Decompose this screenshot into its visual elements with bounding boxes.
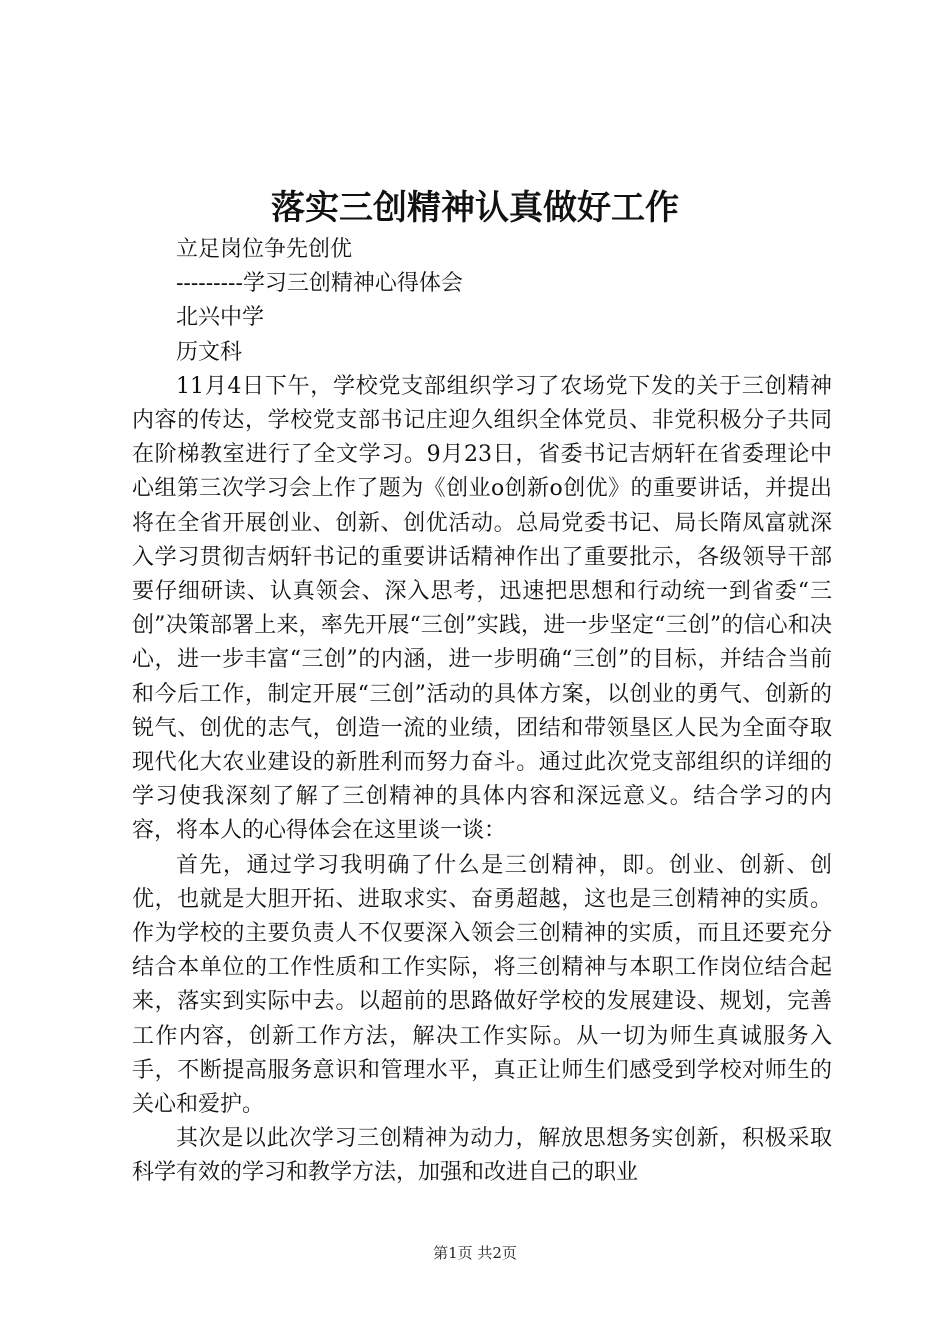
document-title: 落实三创精神认真做好工作	[271, 188, 679, 228]
body-paragraph: 其次是以此次学习三创精神为动力，解放思想务实创新，积极采取科学有效的学习和教学方法，加强和改进自己的职业	[132, 1126, 832, 1186]
school-name-line: 北兴中学	[176, 305, 265, 331]
author-name-line: 历文科	[176, 339, 243, 365]
body-paragraph: 首先，通过学习我明确了什么是三创精神，即。创业、创新、创优，也就是大胆开拓、进取求实、奋勇超越，这也是三创精神的实质。作为学校的主要负责人不仅要深入领会三创精神的实质，而且还要充分结合本单位的工作性质和工作实际，将三创精神与本职工作岗位结合起来，落实到实际中去。以超前的思路做好学校的发展建设、规划，完善工作内容，创新工作方法，解决工作实际。从一切为师生真诚服务入手，不断提高服务意识和管理水平，真正让师生们感受到学校对师生的关心和爱护。	[132, 852, 832, 1118]
subtitle-detail-line: ---------学习三创精神心得体会	[176, 271, 463, 297]
subtitle-line: 立足岗位争先创优	[176, 237, 353, 262]
document-body	[132, 233, 832, 1191]
body-paragraph: 11月4日下午，学校党支部组织学习了农场党下发的关于三创精神内容的传达，学校党支部书记庄迎久组织全体党员、非党积极分子共同在阶梯教室进行了全文学习。9月23日，省委书记吉炳轩在省委理论中心组第三次学习会上作了题为《创业o创新o创优》的重要讲话，并提出将在全省开展创业、创新、创优活动。总局党委书记、局长隋凤富就深入学习贯彻吉炳轩书记的重要讲话精神作出了重要批示，各级领导干部要仔细研读、认真领会、深入思考，迅速把思想和行动统一到省委“三创”决策部署上来，率先开展“三创”实践，进一步坚定“三创”的信心和决心，进一步丰富“三创”的内涵，进一步明确“三创”的目标，并结合当前和今后工作，制定开展“三创”活动的具体方案，以创业的勇气、创新的锐气、创优的志气，创造一流的业绩，团结和带领垦区人民为全面夺取现代化大农业建设的新胜利而努力奋斗。通过此次党支部组织的详细的学习使我深刻了解了三创精神的具体内容和深远意义。结合学习的内容，将本人的心得体会在这里谈一谈：	[132, 373, 832, 844]
page-number-footer: 第1页 共2页	[433, 1244, 517, 1262]
